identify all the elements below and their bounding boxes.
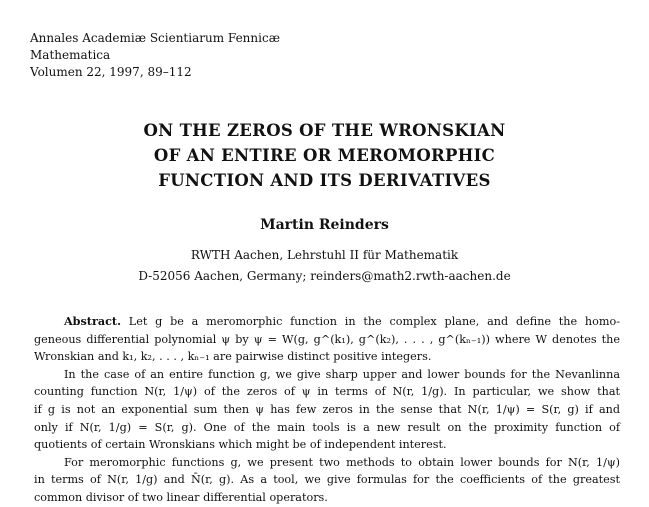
abstract-line: quotients of certain Wronskians which might be of independent interest. <box>34 438 447 452</box>
abstract-line: For meromorphic functions g, we present two methods to obtain lower bounds for N(r, 1/ψ) <box>64 455 620 469</box>
abstract-line: Wronskian and k₁, k₂, . . . , kₙ₋₁ are pairwise distinct positive integers. <box>34 350 432 364</box>
journal-header <box>30 30 280 81</box>
affiliation <box>0 245 649 287</box>
title-line-2: OF AN ENTIRE OR MEROMORPHIC <box>153 146 496 165</box>
abstract-label: Abstract. <box>64 314 121 328</box>
journal-name: Annales Academiæ Scientiarum Fennicæ <box>30 31 280 45</box>
abstract-line <box>34 313 620 331</box>
abstract-line: in terms of N(r, 1/g) and N̄(r, g). As a tool, we give formulas for the coefficients of the greatest <box>34 473 620 487</box>
abstract <box>34 313 620 507</box>
author-name: Martin Reinders <box>260 217 389 233</box>
title-line-3: FUNCTION AND ITS DERIVATIVES <box>158 171 491 190</box>
abstract-line-1-text: Let g be a meromorphic function in the complex plane, and define the homo- <box>128 315 620 328</box>
abstract-line: if g is not an exponential sum then ψ has few zeros in the sense that N(r, 1/ψ) = S(r, g) if and <box>34 402 620 416</box>
abstract-line: common divisor of two linear differential operators. <box>34 490 328 504</box>
abstract-line: geneous differential polynomial ψ by ψ = W(g, g^(k₁), g^(k₂), . . . , g^(kₙ₋₁)) where W denotes the <box>34 332 620 346</box>
abstract-line: only if N(r, 1/g) = S(r, g). One of the main tools is a new result on the proximity function of <box>34 420 620 434</box>
journal-volume: Volumen 22, 1997, 89–112 <box>30 65 192 79</box>
affiliation-line-1: RWTH Aachen, Lehrstuhl II für Mathematik <box>190 248 459 262</box>
abstract-line: counting function N(r, 1/ψ) of the zeros of ψ in terms of N(r, 1/g). In particular, we show that <box>34 385 620 399</box>
abstract-line: In the case of an entire function g, we give sharp upper and lower bounds for the Nevanlinna <box>64 367 620 381</box>
affiliation-line-2: D-52056 Aachen, Germany; reinders@math2.rwth-aachen.de <box>138 269 511 283</box>
paper-title <box>0 118 649 193</box>
journal-section: Mathematica <box>30 48 111 62</box>
title-line-1: ON THE ZEROS OF THE WRONSKIAN <box>143 121 506 140</box>
